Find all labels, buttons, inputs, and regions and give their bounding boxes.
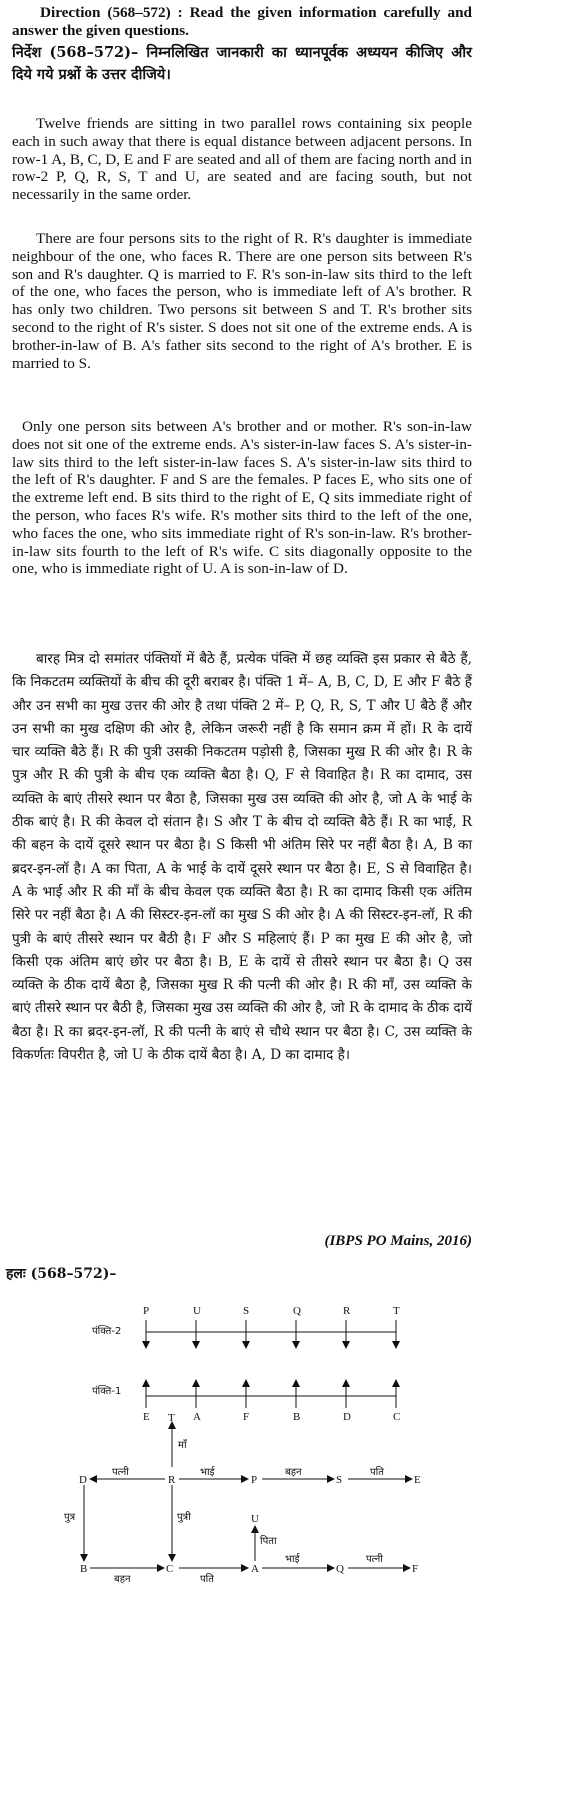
rel-label-bahan-bc: बहन xyxy=(114,1574,131,1585)
rel-label-maa: माँ xyxy=(178,1440,187,1451)
rel-label-bahan-ps: बहन xyxy=(285,1467,302,1478)
family-tree xyxy=(84,1422,412,1568)
puzzle-paragraph-1: Twelve friends are sitting in two parallel rows containing six people each in such away that there is equal distance between adjacent persons. In row-1 A, B, C, D, E and F are seated and all of them are facing north and in row-2 P, Q, R, S, T and U, are seated and are facing south, but not necessarily in the same order. xyxy=(12,115,472,204)
node-c: C xyxy=(166,1563,174,1575)
node-d: D xyxy=(79,1474,87,1486)
solution-diagram xyxy=(0,1272,569,1816)
node-f: F xyxy=(412,1563,419,1575)
rel-label-pita: पिता xyxy=(260,1536,277,1547)
rel-label-putri: पुत्री xyxy=(177,1512,191,1523)
direction-english: Direction (568–572) : Read the given information carefully and answer the given questions. xyxy=(12,4,472,39)
puzzle-paragraph-2: There are four persons sits to the right of R. R's daughter is immediate neighbour of the one, who faces R. There are one person sits between R's son and R's daughter. Q is married to F. R's son-in-law sits third to the left of the one, who faces the person, who is immediate left of A's brother. R has only two children. Two persons sit between S and T. R's brother sits second to the right of R's sister. S does not sit one of the extreme ends. A is brother-in-law of B. A's father sits second to the right of A's brother. E is married to S. xyxy=(12,230,472,372)
solution-label: हलः (568–572)– xyxy=(6,1266,117,1282)
row1-seat-f: F xyxy=(243,1411,250,1423)
rel-label-patni-dr: पत्नी xyxy=(112,1467,129,1478)
node-b: B xyxy=(80,1563,88,1575)
rel-label-putra: पुत्र xyxy=(64,1512,76,1523)
row1-seat-c: C xyxy=(393,1411,401,1423)
seats xyxy=(143,1305,400,1423)
row1-label: पंक्ति-1 xyxy=(92,1386,122,1397)
rel-label-bhai-aq: भाई xyxy=(285,1554,300,1565)
row2-seat-r: R xyxy=(343,1305,351,1317)
node-s: S xyxy=(336,1474,343,1486)
node-e: E xyxy=(414,1474,421,1486)
rel-label-patni-qf: पत्नी xyxy=(366,1554,383,1565)
row2-label: पंक्ति-2 xyxy=(92,1326,122,1337)
rel-label-pati-ca: पति xyxy=(200,1574,214,1585)
node-u: U xyxy=(251,1513,259,1525)
row1-seat-d: D xyxy=(343,1411,351,1423)
row2-seat-u: U xyxy=(193,1305,201,1317)
puzzle-paragraph-hindi: बारह मित्र दो समांतर पंक्तियों में बैठे हैं, प्रत्येक पंक्ति में छह व्यक्ति इस प्रकार से बैठे हैं, कि निकटतम व्यक्तियों के बीच की दूरी बराबर है। पंक्ति 1 में– A, B, C, D, E और F बैठे हैं और उन सभी का मुख उत्तर की ओर है तथा पंक्ति 2 में– P, Q, R, S, T और U बैठे हैं और उन सभी का मुख दक्षिण की ओर है, लेकिन जरूरी नहीं है कि समान क्रम में हों। R के दायें चार व्यक्ति बैठे हैं। R की पुत्री उसकी निकटतम पड़ोसी है, जिसका मुख R की ओर है। R के पुत्र और R की पुत्री के बीच एक व्यक्ति बैठा है। Q, F से विवाहित है। R का दामाद, उस व्यक्ति के बाएं तीसरे स्थान पर बैठा है, जिसका मुख उस व्यक्ति की ओर है, जो A के भाई के ठीक बाएं है। R की केवल दो संतान है। S और T के बीच दो व्यक्ति बैठे हैं। R का भाई, R की बहन के दायें दूसरे स्थान पर बैठा है। S किसी भी अंतिम सिरे पर नहीं बैठा है। A, B का ब्रदर-इन-लॉ है। A का पिता, A के भाई के दायें दूसरे स्थान पर बैठा है। E, S से विवाहित है। A के भाई और R की माँ के बीच केवल एक व्यक्ति बैठा है। R का दामाद किसी एक अंतिम सिरे पर नहीं बैठा है। A की सिस्टर-इन-लॉ का मुख S की ओर है। A की सिस्टर-इन-लॉ, R की पुत्री के बाएं तीसरे स्थान पर बैठी है। F और S महिलाएं हैं। P का मुख E की ओर है, जो किसी एक अंतिम बाएं छोर पर बैठा है। B, E के दायें से तीसरे स्थान पर बैठा है। Q उस व्यक्ति के ठीक दायें बैठा है, जिसका मुख R की पत्नी की ओर है। R की माँ, उस व्यक्ति के बाएं तीसरे स्थान पर बैठी है, जिसका मुख उस व्यक्ति की ओर है, जो R के दामाद के ठीक दायें बैठा है। R का ब्रदर-इन-लॉ, R की पत्नी के बाएं से चौथे स्थान पर बैठा है। C, उस व्यक्ति के विकर्णतः विपरीत है, जो U के ठीक दायें बैठा है। A, D का दामाद है। xyxy=(12,651,472,1064)
row1-seat-a: A xyxy=(193,1411,201,1423)
direction-hindi: निर्देश (568–572)– निम्नलिखित जानकारी का ध्यानपूर्वक अध्ययन कीजिए और दिये गये प्रश्नों के उत्तर दीजिये। xyxy=(12,44,472,83)
source-citation: (IBPS PO Mains, 2016) xyxy=(324,1233,472,1249)
node-t: T xyxy=(168,1412,175,1424)
row2-seat-s: S xyxy=(243,1305,250,1317)
rel-label-bhai-rp: भाई xyxy=(200,1467,215,1478)
row2-seat-q: Q xyxy=(293,1305,301,1317)
seating-arrangement xyxy=(92,1305,400,1423)
node-r: R xyxy=(168,1474,176,1486)
row2-seat-p: P xyxy=(143,1305,150,1317)
node-p: P xyxy=(251,1474,258,1486)
row1-seat-b: B xyxy=(293,1411,301,1423)
node-q: Q xyxy=(336,1563,344,1575)
node-a: A xyxy=(251,1563,259,1575)
row1-seat-e: E xyxy=(143,1411,150,1423)
puzzle-paragraph-3: Only one person sits between A's brother and or mother. R's son-in-law does not sit one of the extreme ends. A's sister-in-law faces S. A's sister-in-law sits third to the left sister-in-law faces S. A's sister-in-law sits third to the left of R's daughter. F and S are the females. P faces E, who sits one of the extreme left end. B sits third to the right of E, Q sits immediate right of the person, who faces R's wife. R's mother sits third to the left of the one, who faces the one, who sits immediate right of R's son-in-law. R's brother-in-law sits fourth to the left of R's wife. C sits diagonally opposite to the one, who is immediate right of U. A is son-in-law of D. xyxy=(12,418,472,578)
family-nodes xyxy=(79,1412,421,1575)
rel-label-pati-se: पति xyxy=(370,1467,384,1478)
row2-seat-t: T xyxy=(393,1305,400,1317)
